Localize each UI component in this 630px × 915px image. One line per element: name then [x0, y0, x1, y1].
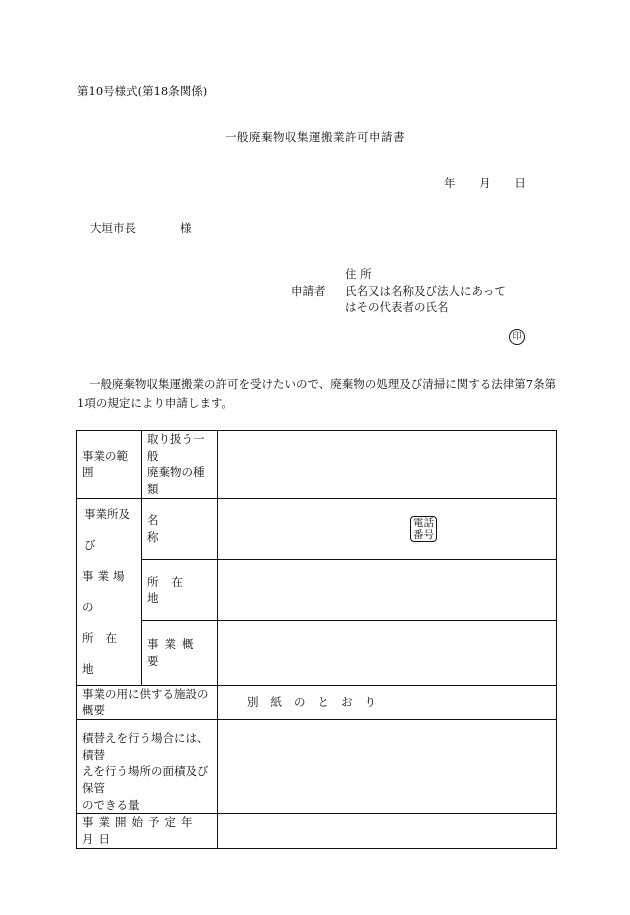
facility-value-cell[interactable] [218, 685, 557, 719]
transfer-label-cell [77, 720, 218, 814]
table-row-transfer [77, 720, 557, 814]
table-row-business-overview [77, 621, 557, 685]
waste-type-label-cell [142, 431, 218, 499]
business-overview-input-cell[interactable] [218, 621, 557, 685]
phone-label-line1: 電話 [413, 516, 434, 529]
intro-paragraph: 一般廃棄物収集運搬業の許可を受けたいので、廃棄物の処理及び清掃に関する法律第7条第1項の規定により申請します。 [77, 377, 557, 410]
form-number: 第10号様式(第18条関係) [77, 84, 208, 98]
scope-label: 事業の範囲 [82, 448, 128, 480]
location-label: 所在地 [147, 574, 196, 606]
applicant-address-label: 住 所 [345, 267, 372, 281]
start-date-input-cell[interactable] [218, 814, 557, 848]
table-row-name [77, 498, 557, 559]
name-input-cell[interactable] [218, 498, 557, 559]
waste-type-label-line2: 廃棄物の種類 [147, 465, 205, 497]
office-label-line2: 事業場の [82, 568, 129, 614]
date-month-label: 月 [479, 176, 491, 190]
application-form-table [76, 430, 557, 849]
table-row-facility [77, 685, 557, 719]
phone-number-label-box [410, 516, 437, 542]
business-overview-label-cell [142, 621, 218, 685]
business-overview-label: 事業概要 [147, 637, 200, 669]
name-label: 名称 [147, 513, 193, 544]
transfer-label-line3: のできる量 [82, 797, 140, 812]
date-line [444, 176, 526, 191]
seal-mark: 印 [509, 329, 525, 345]
recipient-suffix: 様 [180, 221, 192, 235]
location-label-cell [142, 560, 218, 621]
table-row-start-date [77, 814, 557, 848]
waste-type-input-cell[interactable] [218, 431, 557, 499]
facility-label: 事業の用に供する施設の概要 [82, 686, 209, 718]
waste-type-label-line1: 取り扱う一般 [147, 432, 205, 463]
transfer-label-line1: 積替えを行う場合には、積替 [82, 731, 209, 762]
start-date-label: 事業開始予定年月日 [82, 815, 198, 847]
scope-label-cell [77, 431, 142, 499]
applicant-name-label-line1: 氏名又は名称及び法人にあって [345, 284, 506, 298]
recipient [90, 221, 192, 236]
office-label-cell [77, 498, 142, 685]
transfer-input-cell[interactable] [218, 720, 557, 814]
office-label-line3: 所在地 [82, 630, 129, 676]
transfer-label-line2: えを行う場所の面積及び保管 [82, 764, 209, 796]
recipient-name: 大垣市長 [90, 221, 136, 235]
table-row-location [77, 560, 557, 621]
office-label-line1: 事業所及び [84, 506, 130, 552]
start-date-label-cell [77, 814, 218, 848]
applicant-label: 申請者 [291, 284, 326, 298]
document-title: 一般廃棄物収集運搬業許可申請書 [225, 130, 405, 144]
facility-value: 別紙のとおり [247, 695, 388, 710]
phone-label-line2: 番号 [413, 528, 434, 541]
facility-label-cell [77, 685, 218, 719]
date-year-label: 年 [444, 176, 456, 190]
location-input-cell[interactable] [218, 560, 557, 621]
applicant-name-label-line2: はその代表者の氏名 [345, 300, 449, 314]
name-label-cell [142, 498, 218, 559]
date-day-label: 日 [514, 176, 526, 190]
table-row-scope [77, 431, 557, 499]
